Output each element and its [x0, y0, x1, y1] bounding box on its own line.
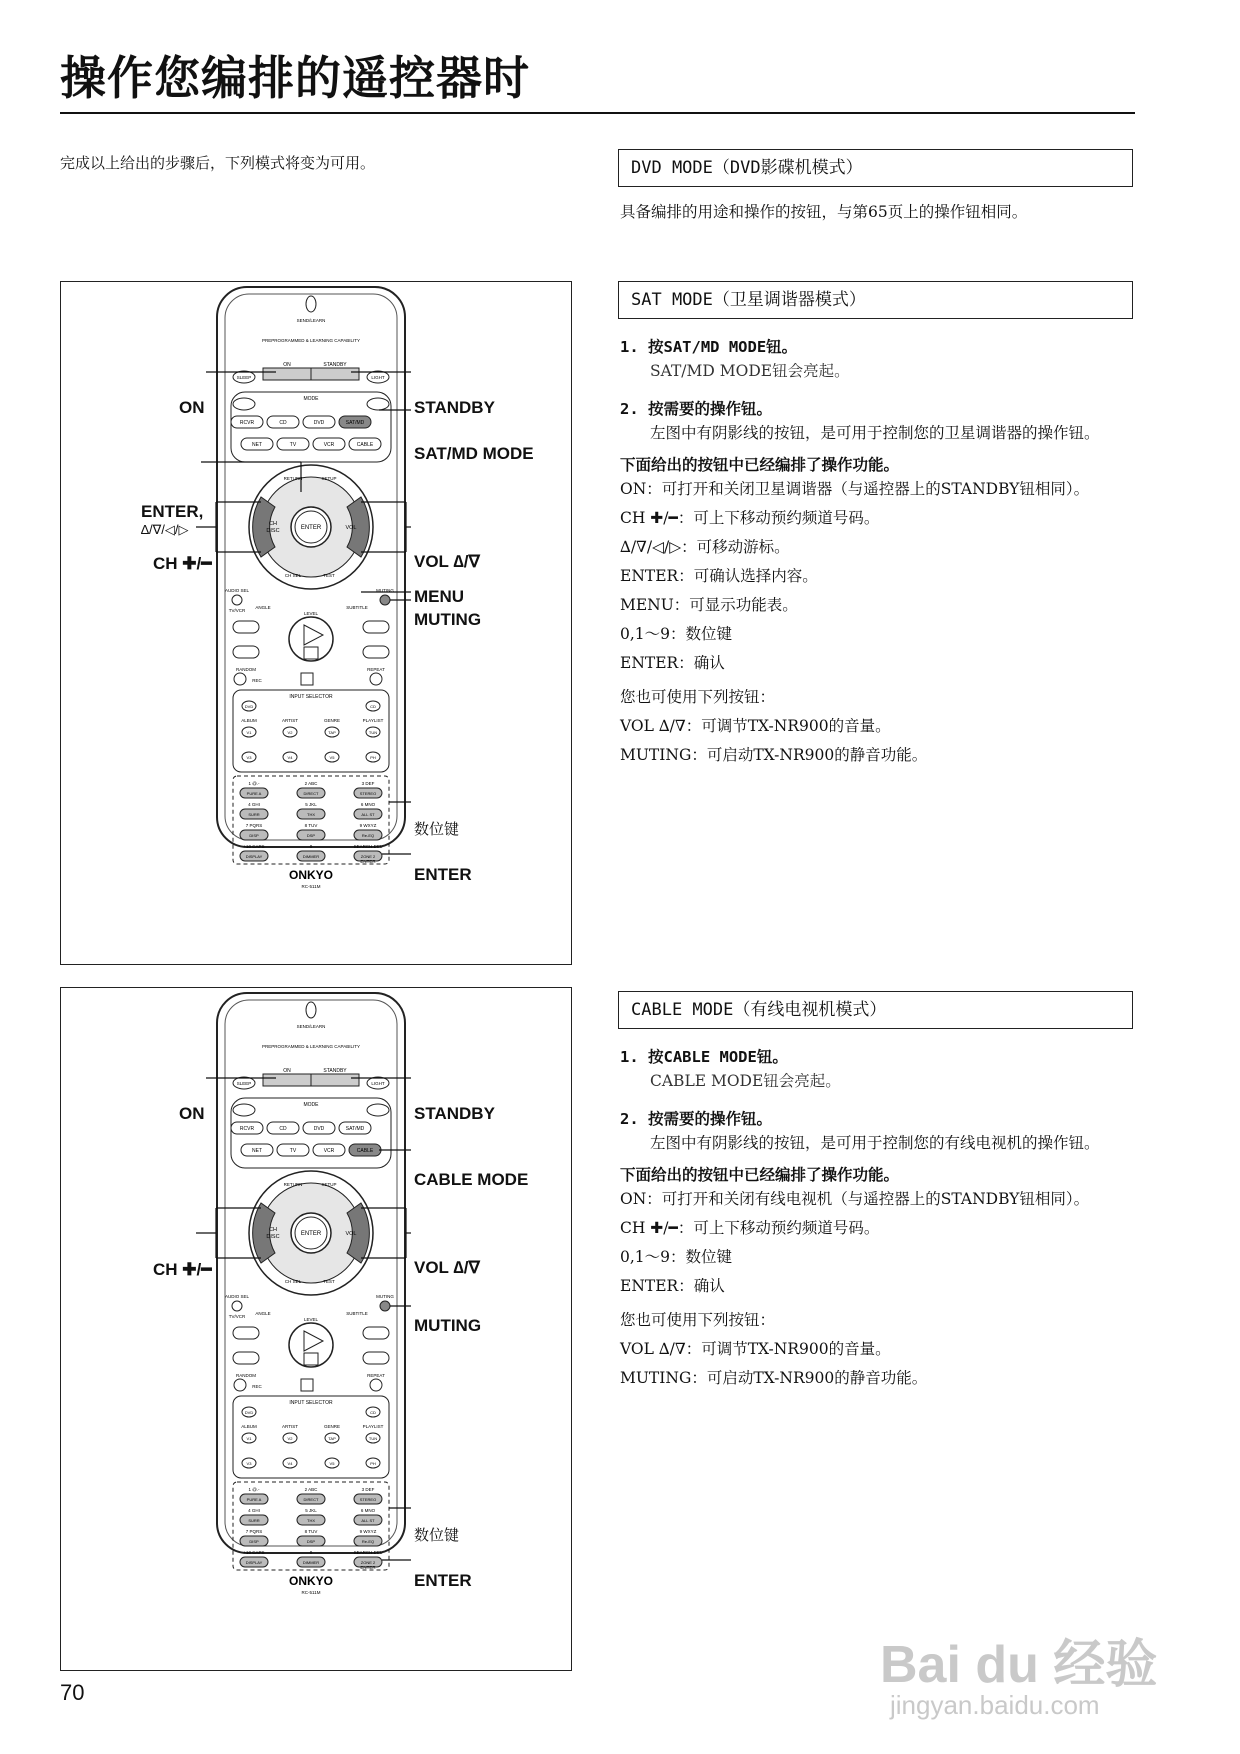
keypad-label-8: 9 WXYZ: [359, 1529, 377, 1534]
watermark-logo: Bai du 经验: [880, 1636, 1158, 1694]
pause-button: [301, 1379, 313, 1391]
input-row2-text-0: V3: [246, 755, 252, 760]
repeat-button: [370, 673, 382, 685]
keypad-label-10: 0: [309, 1550, 313, 1555]
keypad-label-6: 7 PQRS: [245, 1529, 263, 1534]
stop-icon: [304, 647, 318, 659]
send-learn-text: SEND/LEARN: [296, 318, 326, 323]
mode-button-text-2: DVD: [313, 1126, 325, 1132]
keypad-key-text-11: ZONE 2: [360, 1560, 376, 1565]
cable-label-ch: CH ✚/━: [153, 1260, 212, 1279]
input-cat-text-0: ALBUM: [241, 1424, 257, 1429]
transport-button-0: [233, 1327, 259, 1339]
light-text: LIGHT: [371, 375, 385, 380]
standby-text: STANDBY: [323, 1068, 347, 1074]
audio-sel-text: AUDIO SEL: [224, 588, 250, 593]
cable-label-vol: VOL ∆/∇: [414, 1258, 480, 1277]
input-selector-title: INPUT SELECTOR: [289, 1400, 333, 1406]
model-text: RC-511M: [301, 1590, 321, 1595]
keypad-key-text-4: THX: [307, 1518, 315, 1523]
page-number: 70: [60, 1680, 85, 1705]
cable-item-3: ENTER：确认: [620, 1277, 725, 1295]
standby-text: STANDBY: [323, 362, 347, 368]
test-text: TEST: [323, 573, 335, 578]
mode-button2-text-3: CABLE: [356, 1148, 374, 1154]
transport-button-3: [363, 1352, 389, 1364]
chsel-text: CH SEL: [284, 573, 302, 578]
keypad-enter-text: ENTER: [360, 859, 376, 864]
keypad-key-text-7: DSP: [306, 1539, 316, 1544]
sat-item-0: ON：可打开和关闭卫星调谐器（与遥控器上的STANDBY钮相同）。: [620, 480, 1090, 498]
page-title: 操作您编排的遥控器时: [60, 51, 530, 105]
tvvcr-text: TV/VCR: [228, 1314, 246, 1319]
mode-button2-text-3: CABLE: [356, 442, 374, 448]
keypad-key-text-0: PURE A: [246, 1497, 262, 1502]
cable-remote-illustration: [61, 988, 570, 1669]
sat-item-4: MENU：可显示功能表。: [620, 596, 798, 614]
keypad-key-text-0: PURE A: [246, 791, 262, 796]
tvvcr-text: TV/VCR: [228, 608, 246, 613]
random-text: RANDOM: [236, 667, 256, 672]
input-row1-text-1: V2: [287, 1436, 293, 1441]
keypad-label-11: SEARCH DEL: [353, 1550, 383, 1555]
sat-label-mode: SAT/MD MODE: [414, 444, 534, 463]
transport-button-2: [233, 1352, 259, 1364]
mode-button-text-1: CD: [279, 420, 287, 426]
sat-item-3: ENTER：可确认选择内容。: [620, 567, 818, 585]
input-row2-text-1: V4: [287, 755, 293, 760]
sat-label-ch: CH ✚/━: [153, 554, 212, 573]
capability-text: PREPROGRAMMED & LEARNING CAPABILITY: [262, 1044, 360, 1049]
cable-item-0: ON：可打开和关闭有线电视机（与遥控器上的STANDBY钮相同）。: [620, 1190, 1090, 1208]
keypad-label-1: 2 ABC: [304, 1487, 318, 1492]
audio-sel-text: AUDIO SEL: [224, 1294, 250, 1299]
cable-step2-note: 左图中有阴影线的按钮，是可用于控制您的有线电视机的操作钮。: [650, 1134, 1100, 1152]
keypad-key-text-5: ALL ST: [361, 1518, 375, 1523]
keypad-key-text-6: DISP: [249, 833, 259, 838]
input-top-text-1: CD: [370, 704, 376, 709]
mode-button-text-0: RCVR: [239, 420, 255, 426]
cable-label-enter: ENTER: [414, 1571, 472, 1590]
input-row1-text-1: V2: [287, 730, 293, 735]
keypad-label-2: 3 DEF: [361, 1487, 375, 1492]
sat-step2: 2. 按需要的操作钮。: [620, 400, 772, 418]
keypad-key-text-8: Re-EQ: [361, 1539, 375, 1544]
chsel-text: CH SEL: [284, 1279, 302, 1284]
model-text: RC-511M: [301, 884, 321, 889]
mode-button2-text-1: TV: [289, 1148, 297, 1154]
disc-text: DISC: [266, 528, 280, 534]
cable-label-digits: 数位键: [414, 1526, 460, 1544]
cable-step1-note: CABLE MODE钮会亮起。: [650, 1072, 841, 1090]
audio-sel-button: [232, 595, 242, 605]
mode-button-text-1: CD: [279, 1126, 287, 1132]
keypad-label-4: 5 JKL: [305, 802, 317, 807]
keypad-key-text-4: THX: [307, 812, 315, 817]
keypad-key-text-9: DISPLAY: [245, 854, 263, 859]
cable-mode-heading: CABLE MODE（有线电视机模式）: [618, 991, 1133, 1029]
mode-button2-text-2: VCR: [323, 442, 335, 448]
enter-text: ENTER: [300, 1231, 322, 1237]
cable-remote-figure: [60, 987, 572, 1671]
sat-label-on: ON: [179, 398, 205, 417]
cable-label-on: ON: [179, 1104, 205, 1123]
keypad-key-text-11: ZONE 2: [360, 854, 376, 859]
cable-mode-text: [620, 1045, 1135, 1390]
keypad-label-1: 2 ABC: [304, 781, 318, 786]
transport-button-3: [363, 646, 389, 658]
pause-button: [301, 673, 313, 685]
input-row1-text-3: TUN: [368, 1436, 378, 1441]
transport-button-1: [363, 1327, 389, 1339]
mode-button2-text-0: NET: [252, 1148, 262, 1154]
sat-item-5: 0,1～9：数位键: [620, 625, 733, 643]
input-row2-text-3: PH: [370, 1461, 376, 1466]
keypad-key-text-10: DIMMER: [302, 1560, 320, 1565]
muting-text: MUTING: [376, 588, 394, 593]
keypad-label-11: SEARCH DEL: [353, 844, 383, 849]
keypad-label-0: 1 @.-: [248, 1487, 260, 1492]
keypad-label-3: 4 GHI: [248, 1508, 260, 1513]
input-cat-text-2: GENRE: [323, 1424, 341, 1429]
on-button: [263, 1074, 311, 1086]
stop-icon: [304, 1353, 318, 1365]
sat-label-digits: 数位键: [414, 820, 460, 838]
keypad-label-8: 9 WXYZ: [359, 823, 377, 828]
sat-label-vol: VOL ∆/∇: [414, 552, 480, 571]
mode-title: MODE: [303, 396, 319, 402]
repeat-text: REPEAT: [367, 667, 385, 672]
muting-button: [380, 1301, 390, 1311]
brand-logo: ONKYO: [288, 868, 334, 882]
ch-text: CH: [269, 1227, 277, 1233]
sat-label-arrows: ∆/∇/◁/▷: [141, 522, 189, 537]
keypad-label-6: 7 PQRS: [245, 823, 263, 828]
input-cat-text-1: ARTIST: [282, 1424, 298, 1429]
cable-also-item-1: MUTING：可启动TX-NR900的静音功能。: [620, 1369, 928, 1387]
standby-button: [311, 1074, 359, 1086]
setup-text: SETUP: [321, 1182, 337, 1187]
keypad-label-4: 5 JKL: [305, 1508, 317, 1513]
input-cat-text-3: PLAYLIST: [362, 718, 384, 723]
macro-2-button: [367, 1104, 389, 1116]
keypad-key-text-10: DIMMER: [302, 854, 320, 859]
setup-text: SETUP: [321, 476, 337, 481]
input-cat-text-3: PLAYLIST: [362, 1424, 384, 1429]
vol-text: VOL: [345, 1231, 357, 1237]
cable-label-standby: STANDBY: [414, 1104, 495, 1123]
input-selector-title: INPUT SELECTOR: [289, 694, 333, 700]
sat-also: 您也可使用下列按钮：: [620, 688, 776, 706]
keypad-label-5: 6 MNO: [360, 802, 376, 807]
cable-label-muting: MUTING: [414, 1316, 482, 1335]
cable-also: 您也可使用下列按钮：: [620, 1311, 776, 1329]
input-row2-text-0: V3: [246, 1461, 252, 1466]
cable-programmed-heading: 下面给出的按钮中已经编排了操作功能。: [620, 1166, 900, 1184]
on-button: [263, 368, 311, 380]
keypad-label-2: 3 DEF: [361, 781, 375, 786]
muting-text: MUTING: [376, 1294, 394, 1299]
sat-label-standby: STANDBY: [414, 398, 495, 417]
input-row1-text-3: TUN: [368, 730, 378, 735]
rec-button: [234, 1379, 246, 1391]
sat-item-2: ∆/∇/◁/▷：可移动游标。: [620, 538, 790, 556]
mode-title: MODE: [303, 1102, 319, 1108]
level-text: LEVEL: [303, 1317, 319, 1322]
return-text: RETURN: [283, 1182, 303, 1187]
keypad-key-text-5: ALL ST: [361, 812, 375, 817]
macro-1-button: [233, 1104, 255, 1116]
macro-2-button: [367, 398, 389, 410]
keypad-key-text-6: DISP: [249, 1539, 259, 1544]
cable-step2: 2. 按需要的操作钮。: [620, 1110, 772, 1128]
transport-button-1: [363, 621, 389, 633]
repeat-button: [370, 1379, 382, 1391]
mode-button-text-3: SAT/MD: [345, 420, 365, 426]
input-top-text-0: DVD: [244, 704, 254, 709]
keypad-label-5: 6 MNO: [360, 1508, 376, 1513]
sat-step2-note: 左图中有阴影线的按钮，是可用于控制您的卫星调谐器的操作钮。: [650, 424, 1100, 442]
cable-item-2: 0,1～9：数位键: [620, 1248, 733, 1266]
cable-item-1: CH ✚/━：可上下移动预约频道号码。: [620, 1219, 880, 1237]
cable-step1: 1. 按CABLE MODE钮。: [620, 1048, 788, 1066]
input-row2-text-2: V5: [329, 755, 335, 760]
keypad-label-7: 8 TUV: [304, 1529, 318, 1534]
keypad-key-text-1: DIRECT: [303, 791, 319, 796]
sat-also-item-1: MUTING：可启动TX-NR900的静音功能。: [620, 746, 928, 764]
sat-step1-note: SAT/MD MODE钮会亮起。: [650, 362, 850, 380]
keypad-label-9: +10 CAPS: [243, 844, 265, 849]
transport-button-2: [233, 646, 259, 658]
muting-button: [380, 595, 390, 605]
sat-remote-figure: [60, 281, 572, 965]
send-learn-text: SEND/LEARN: [296, 1024, 326, 1029]
angle-text: ANGLE: [255, 1311, 271, 1316]
sat-remote-illustration: [61, 282, 570, 963]
keypad-key-text-1: DIRECT: [303, 1497, 319, 1502]
mode-button-text-2: DVD: [313, 420, 325, 426]
enter-text: ENTER: [300, 525, 322, 531]
sat-mode-heading: SAT MODE（卫星调谐器模式）: [618, 281, 1133, 319]
send-learn-led: [306, 1002, 316, 1018]
input-cat-text-2: GENRE: [323, 718, 341, 723]
keypad-label-10: 0: [309, 844, 313, 849]
input-row1-text-0: V1: [246, 1436, 252, 1441]
input-row2-text-2: V5: [329, 1461, 335, 1466]
mode-button-text-0: RCVR: [239, 1126, 255, 1132]
input-row2-text-3: PH: [370, 755, 376, 760]
sleep-text: SLEEP: [236, 375, 252, 380]
cable-also-item-0: VOL ∆/∇：可调节TX-NR900的音量。: [620, 1340, 891, 1358]
input-top-text-0: DVD: [244, 1410, 254, 1415]
audio-sel-button: [232, 1301, 242, 1311]
sat-item-6: ENTER：确认: [620, 654, 725, 672]
input-row1-text-0: V1: [246, 730, 252, 735]
input-cat-text-1: ARTIST: [282, 718, 298, 723]
sat-label-menu: MENU: [414, 587, 465, 606]
dvd-mode-heading: DVD MODE（DVD影碟机模式）: [618, 149, 1133, 187]
mode-button2-text-2: VCR: [323, 1148, 335, 1154]
keypad-label-3: 4 GHI: [248, 802, 260, 807]
keypad-key-text-2: STEREO: [359, 1497, 377, 1502]
level-text: LEVEL: [303, 611, 319, 616]
return-text: RETURN: [283, 476, 303, 481]
sat-label-enter: ENTER: [414, 865, 472, 884]
keypad-key-text-9: DISPLAY: [245, 1560, 263, 1565]
sat-label-muting: MUTING: [414, 610, 482, 629]
capability-text: PREPROGRAMMED & LEARNING CAPABILITY: [262, 338, 360, 343]
on-text: ON: [283, 362, 291, 368]
light-text: LIGHT: [371, 1081, 385, 1086]
macro-1-button: [233, 398, 255, 410]
title-rule: [60, 112, 1135, 114]
disc-text: DISC: [266, 1234, 280, 1240]
angle-text: ANGLE: [255, 605, 271, 610]
ch-text: CH: [269, 521, 277, 527]
mode-button-text-3: SAT/MD: [345, 1126, 365, 1132]
mode-button2-text-0: NET: [252, 442, 262, 448]
random-text: RANDOM: [236, 1373, 256, 1378]
keypad-key-text-3: SURR: [248, 1518, 260, 1523]
input-row2-text-1: V4: [287, 1461, 293, 1466]
send-learn-led: [306, 296, 316, 312]
keypad-enter-text: ENTER: [360, 1565, 376, 1570]
cable-label-mode: CABLE MODE: [414, 1170, 529, 1189]
rec-text: REC: [252, 678, 262, 683]
rec-text: REC: [252, 1384, 262, 1389]
keypad-key-text-8: Re-EQ: [361, 833, 375, 838]
brand-logo: ONKYO: [288, 1574, 334, 1588]
input-row1-text-2: TAP: [328, 730, 336, 735]
sleep-text: SLEEP: [236, 1081, 252, 1086]
sat-step1: 1. 按SAT/MD MODE钮。: [620, 338, 798, 356]
dvd-mode-body: 具备编排的用途和操作的按钮，与第65页上的操作钮相同。: [620, 203, 1028, 221]
keypad-key-text-3: SURR: [248, 812, 260, 817]
intro-text: 完成以上给出的步骤后，下列模式将变为可用。: [60, 154, 376, 172]
watermark-url: jingyan.baidu.com: [890, 1690, 1100, 1720]
keypad-label-7: 8 TUV: [304, 823, 318, 828]
keypad-label-9: +10 CAPS: [243, 1550, 265, 1555]
subtitle-text: SUBTITLE: [346, 1311, 368, 1316]
input-top-text-1: CD: [370, 1410, 376, 1415]
test-text: TEST: [323, 1279, 335, 1284]
keypad-key-text-7: DSP: [306, 833, 316, 838]
sat-item-1: CH ✚/━：可上下移动预约频道号码。: [620, 509, 880, 527]
input-cat-text-0: ALBUM: [241, 718, 257, 723]
mode-button2-text-1: TV: [289, 442, 297, 448]
keypad-key-text-2: STEREO: [359, 791, 377, 796]
keypad-label-0: 1 @.-: [248, 781, 260, 786]
transport-button-0: [233, 621, 259, 633]
input-row1-text-2: TAP: [328, 1436, 336, 1441]
sat-programmed-heading: 下面给出的按钮中已经编排了操作功能。: [620, 456, 900, 474]
on-text: ON: [283, 1068, 291, 1074]
standby-button: [311, 368, 359, 380]
vol-text: VOL: [345, 525, 357, 531]
sat-also-item-0: VOL ∆/∇：可调节TX-NR900的音量。: [620, 717, 891, 735]
rec-button: [234, 673, 246, 685]
repeat-text: REPEAT: [367, 1373, 385, 1378]
sat-label-enter-arrows: ENTER,: [141, 502, 204, 521]
sat-mode-text: [620, 335, 1135, 767]
subtitle-text: SUBTITLE: [346, 605, 368, 610]
